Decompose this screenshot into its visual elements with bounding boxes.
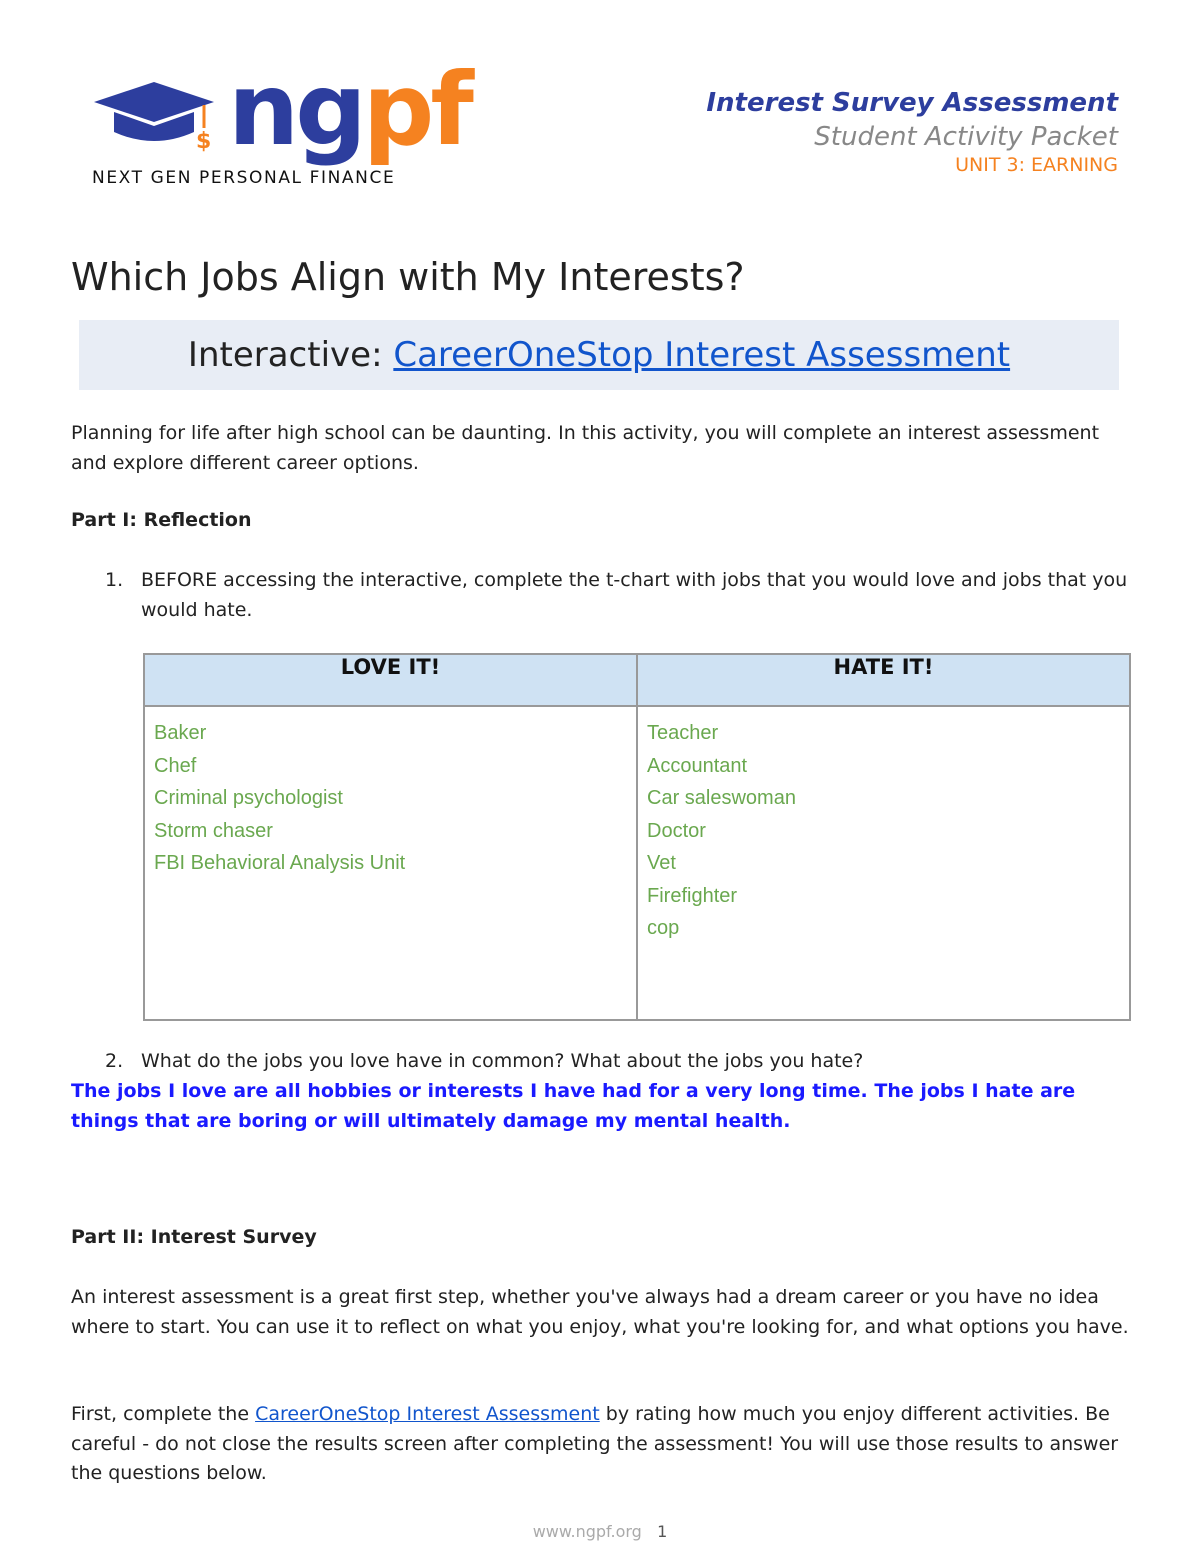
page-number: 1 [657,1522,668,1541]
part2-paragraph-1: An interest assessment is a great first step, whether you've always had a dream career or you have no idea where to start. You can use it to reflect on what you enjoy, what you're looking for, and what options you have. [71,1286,1129,1338]
question-1: BEFORE accessing the interactive, complete the t-chart with jobs that you would love and jobs that you would hate. [141,569,1128,621]
p2-text-after: by rating how much you enjoy different activities. Be careful - do not close the results screen after completing the assessment! You will use those results to answer the questions below. [71,1403,1119,1484]
interactive-banner [79,320,1119,390]
love-item: Storm chaser [154,819,273,842]
svg-text:$: $ [196,129,212,154]
intro-text: Planning for life after high school can be daunting. In this activity, you will complete an interest assessment and explore different career options. [71,422,1100,474]
career-assessment-inline-link[interactable]: CareerOneStop Interest Assessment [255,1403,600,1425]
answer-2[interactable]: The jobs I love are all hobbies or interests I have had for a very long time. The jobs I hate are things that are boring or will ultimately damage my mental health. [71,1080,1076,1132]
hate-item: Teacher [647,722,719,744]
love-item: Baker [154,722,207,744]
header-subtitle: Student Activity Packet [814,122,1118,152]
hate-header: HATE IT! [637,654,1130,706]
love-cell[interactable] [144,706,637,1020]
footer-url: www.ngpf.org [532,1522,642,1541]
hate-cell[interactable] [637,706,1130,1020]
love-item: FBI Behavioral Analysis Unit [154,852,406,874]
love-item: Criminal psychologist [154,787,343,809]
t-chart [143,653,1131,1021]
logo-ng: ng [228,51,363,168]
part2-heading: Part II: Interest Survey [71,1226,317,1248]
ngpf-logo [92,51,470,193]
banner-prefix: Interactive: [187,335,394,375]
footer [0,1522,1200,1541]
logo-pf: pf [362,51,470,168]
part2-paragraph-2 [71,1400,1131,1489]
q1-number: 1. [105,569,124,591]
hate-item: Doctor [647,819,706,842]
hate-item: Accountant [647,754,748,777]
part1-heading: Part I: Reflection [71,509,252,531]
header-title: Interest Survey Assessment [706,88,1118,118]
document-header [706,88,1118,176]
career-assessment-link[interactable]: CareerOneStop Interest Assessment [393,335,1011,375]
page-title: Which Jobs Align with My Interests? [71,255,745,299]
hate-item: Vet [647,852,676,874]
hate-item: Firefighter [647,884,738,907]
q2-number: 2. [105,1050,124,1072]
hate-item: cop [647,917,680,939]
graduation-cap-icon [92,80,217,160]
love-item: Chef [154,754,197,777]
header-unit: UNIT 3: EARNING [955,154,1118,176]
love-header: LOVE IT! [144,654,637,706]
logo-subtitle: NEXT GEN PERSONAL FINANCE [92,168,396,188]
hate-item: Car saleswoman [647,787,796,809]
question-2: What do the jobs you love have in common? What about the jobs you hate? [141,1050,864,1072]
p2-text-before: First, complete the [71,1403,256,1425]
